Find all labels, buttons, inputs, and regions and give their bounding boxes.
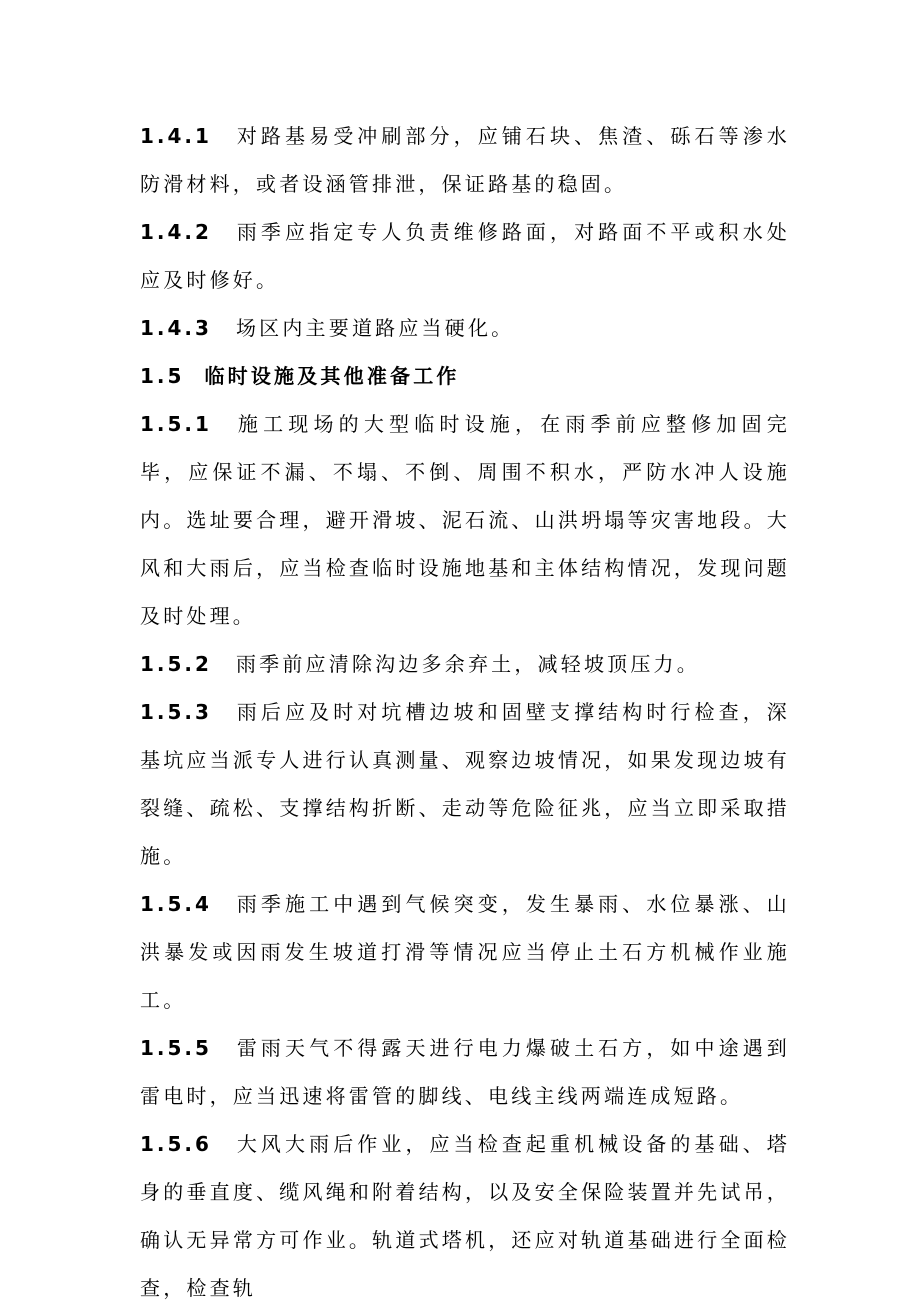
section-number: 1.5.4 [140, 892, 212, 916]
section-heading-1-5 [140, 352, 790, 400]
paragraph-text: 雷雨天气不得露天进行电力爆破土石方，如中途遇到雷电时，应当迅速将雷管的脚线、电线主线两端连成短路。 [140, 1036, 790, 1108]
paragraph-text: 大风大雨后作业，应当检查起重机械设备的基础、塔身的垂直度、缆风绳和附着结构，以及安全保险装置并先试吊，确认无异常方可作业。轨道式塔机，还应对轨道基础进行全面检查，检查轨 [140, 1132, 790, 1300]
paragraph-text: 雨季施工中遇到气候突变，发生暴雨、水位暴涨、山洪暴发或因雨发生坡道打滑等情况应当停止土石方机械作业施工。 [140, 892, 790, 1012]
paragraph-text: 对路基易受冲刷部分，应铺石块、焦渣、砾石等渗水防滑材料，或者设涵管排泄，保证路基的稳固。 [140, 124, 790, 196]
paragraph-1-4-1 [140, 112, 790, 208]
section-number: 1.4.1 [140, 124, 212, 148]
paragraph-text: 施工现场的大型临时设施，在雨季前应整修加固完毕，应保证不漏、不塌、不倒、周围不积水，严防水冲人设施内。选址要合理，避开滑坡、泥石流、山洪坍塌等灾害地段。大风和大雨后，应当检查临时设施地基和主体结构情况，发现问题及时处理。 [140, 412, 790, 628]
paragraph-1-5-2 [140, 640, 790, 688]
section-heading-text: 临时设施及其他准备工作 [204, 364, 460, 388]
paragraph-text: 场区内主要道路应当硬化。 [235, 316, 515, 340]
section-number: 1.5.3 [140, 700, 212, 724]
paragraph-1-5-4 [140, 880, 790, 1024]
paragraph-text: 雨季应指定专人负责维修路面，对路面不平或积水处应及时修好。 [140, 220, 790, 292]
section-number: 1.5.5 [140, 1036, 212, 1060]
paragraph-text: 雨季前应清除沟边多余弃土，减轻坡顶压力。 [235, 652, 700, 676]
section-number: 1.4.2 [140, 220, 212, 244]
section-number: 1.5.1 [140, 412, 212, 436]
paragraph-1-4-3 [140, 304, 790, 352]
paragraph-1-4-2 [140, 208, 790, 304]
paragraph-1-5-5 [140, 1024, 790, 1120]
document-body [140, 112, 790, 1312]
paragraph-1-5-1 [140, 400, 790, 640]
section-number: 1.5.2 [140, 652, 212, 676]
paragraph-1-5-3 [140, 688, 790, 880]
paragraph-text: 雨后应及时对坑槽边坡和固壁支撑结构时行检查，深基坑应当派专人进行认真测量、观察边坡情况，如果发现边坡有裂缝、疏松、支撑结构折断、走动等危险征兆，应当立即采取措施。 [140, 700, 790, 868]
section-number: 1.4.3 [140, 316, 212, 340]
section-number: 1.5 [140, 364, 185, 388]
section-number: 1.5.6 [140, 1132, 212, 1156]
paragraph-1-5-6 [140, 1120, 790, 1312]
